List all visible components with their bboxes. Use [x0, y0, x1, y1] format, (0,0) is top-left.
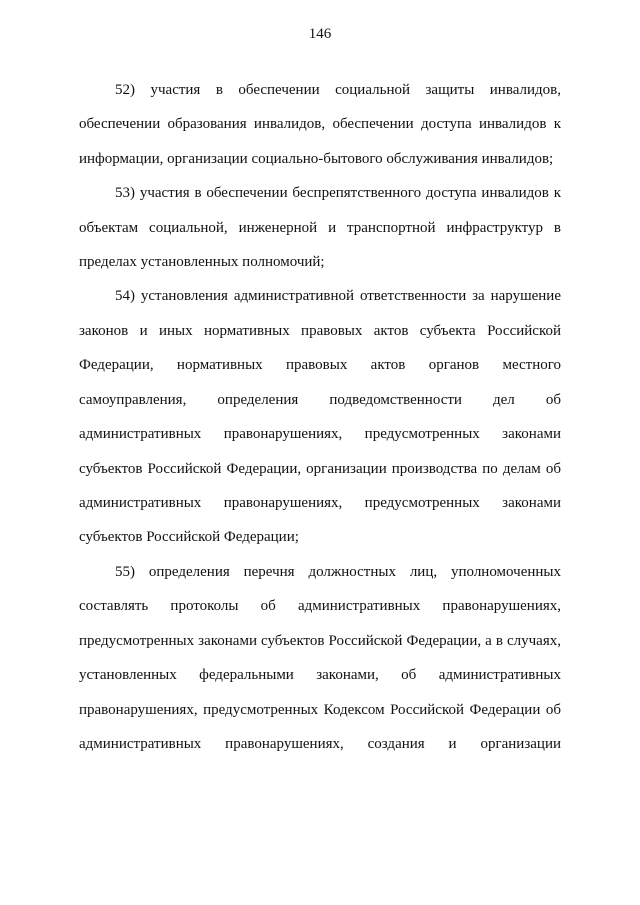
paragraph-55-line-1: 55) определения перечня должностных лиц, уполномоченных: [115, 564, 561, 580]
paragraph-54-line-2: законов и иных нормативных правовых актов субъекта Российской: [79, 323, 561, 339]
paragraph-55-line-4: установленных федеральными законами, об административных: [79, 667, 561, 683]
paragraph-52-line-2: обеспечении образования инвалидов, обеспечении доступа инвалидов к: [79, 116, 561, 132]
paragraph-53-line-2: объектам социальной, инженерной и транспортной инфраструктур в: [79, 220, 561, 236]
paragraph-54-line-7: административных правонарушениях, предусмотренных законами: [79, 495, 561, 511]
paragraph-54-line-6: субъектов Российской Федерации, организации производства по делам об: [79, 461, 561, 477]
paragraph-55-line-2: составлять протоколы об административных правонарушениях,: [79, 598, 561, 614]
paragraph-54-line-8: субъектов Российской Федерации;: [79, 529, 299, 545]
paragraph-54-line-5: административных правонарушениях, предусмотренных законами: [79, 426, 561, 442]
paragraph-52-line-3: информации, организации социально-бытового обслуживания инвалидов;: [79, 151, 554, 167]
paragraph-55-line-3: предусмотренных законами субъектов Российской Федерации, а в случаях,: [79, 633, 561, 649]
paragraph-55-line-6: административных правонарушениях, создания и организации: [79, 736, 561, 752]
paragraph-54-line-1: 54) установления административной ответственности за нарушение: [115, 288, 561, 304]
paragraph-55-line-5: правонарушениях, предусмотренных Кодексом Российской Федерации об: [79, 702, 561, 718]
paragraph-53-line-1: 53) участия в обеспечении беспрепятственного доступа инвалидов к: [115, 185, 561, 201]
paragraph-54-line-3: Федерации, нормативных правовых актов органов местного: [79, 357, 561, 373]
paragraph-54-line-4: самоуправления, определения подведомственности дел об: [79, 392, 561, 408]
paragraph-52-line-1: 52) участия в обеспечении социальной защиты инвалидов,: [115, 82, 561, 98]
page-number: 146: [308, 26, 332, 42]
paragraph-53-line-3: пределах установленных полномочий;: [79, 254, 325, 270]
